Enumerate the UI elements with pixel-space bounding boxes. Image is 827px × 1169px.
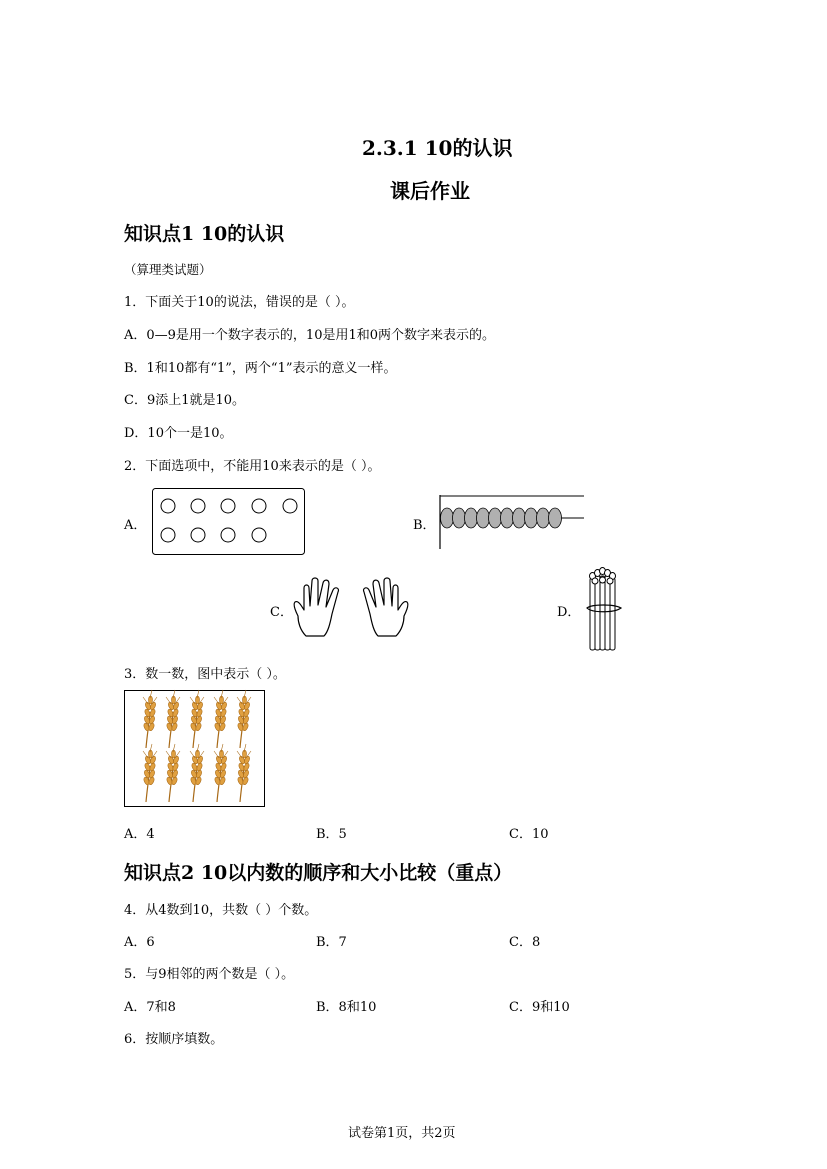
- question-5-option-a: A．7和8: [124, 1000, 176, 1015]
- question-5-option-b: B．8和10: [316, 1000, 377, 1015]
- question-category: （算理类试题）: [124, 262, 212, 277]
- two-hands-icon: [292, 576, 420, 640]
- question-5-option-c: C．9和10: [509, 1000, 570, 1015]
- question-3-option-b: B．5: [316, 827, 347, 842]
- section-heading-2: 知识点2 10以内数的顺序和大小比较（重点）: [124, 862, 513, 884]
- question-2-label-b: B．: [413, 518, 436, 533]
- circles-frame-icon: [152, 488, 306, 556]
- page-title: 2.3.1 10的认识: [362, 136, 513, 160]
- question-1-option-b: B．1和10都有“1”，两个“1”表示的意义一样。: [124, 361, 397, 376]
- question-4-stem: 4．从4数到10，共数（ ）个数。: [124, 903, 318, 918]
- bundled-sticks-icon: [584, 566, 624, 652]
- question-2-stem: 2．下面选项中，不能用10来表示的是（ ）。: [124, 459, 381, 474]
- question-1-option-d: D．10个一是10。: [124, 426, 233, 441]
- question-4-option-c: C．8: [509, 935, 541, 950]
- question-1-stem: 1．下面关于10的说法，错误的是（ ）。: [124, 295, 355, 310]
- question-3-stem: 3．数一数，图中表示（ ）。: [124, 667, 286, 682]
- question-2-label-c: C．: [270, 605, 293, 620]
- question-3-option-c: C．10: [509, 827, 549, 842]
- abacus-beads-icon: [438, 494, 586, 550]
- question-4-option-b: B．7: [316, 935, 347, 950]
- question-2-label-d: D．: [557, 605, 581, 620]
- question-3-option-a: A．4: [124, 827, 155, 842]
- question-6-stem: 6．按顺序填数。: [124, 1032, 224, 1047]
- question-5-stem: 5．与9相邻的两个数是（ ）。: [124, 967, 295, 982]
- question-1-option-a: A．0—9是用一个数字表示的，10是用1和0两个数字来表示的。: [124, 328, 496, 343]
- question-1-option-c: C．9添上1就是10。: [124, 393, 246, 408]
- section-heading-1: 知识点1 10的认识: [124, 223, 285, 245]
- page-subtitle: 课后作业: [390, 179, 470, 203]
- page-footer: 试卷第1页，共2页: [348, 1126, 456, 1141]
- question-2-label-a: A．: [124, 518, 147, 533]
- wheat-ears-icon: [124, 690, 266, 808]
- question-4-option-a: A．6: [124, 935, 155, 950]
